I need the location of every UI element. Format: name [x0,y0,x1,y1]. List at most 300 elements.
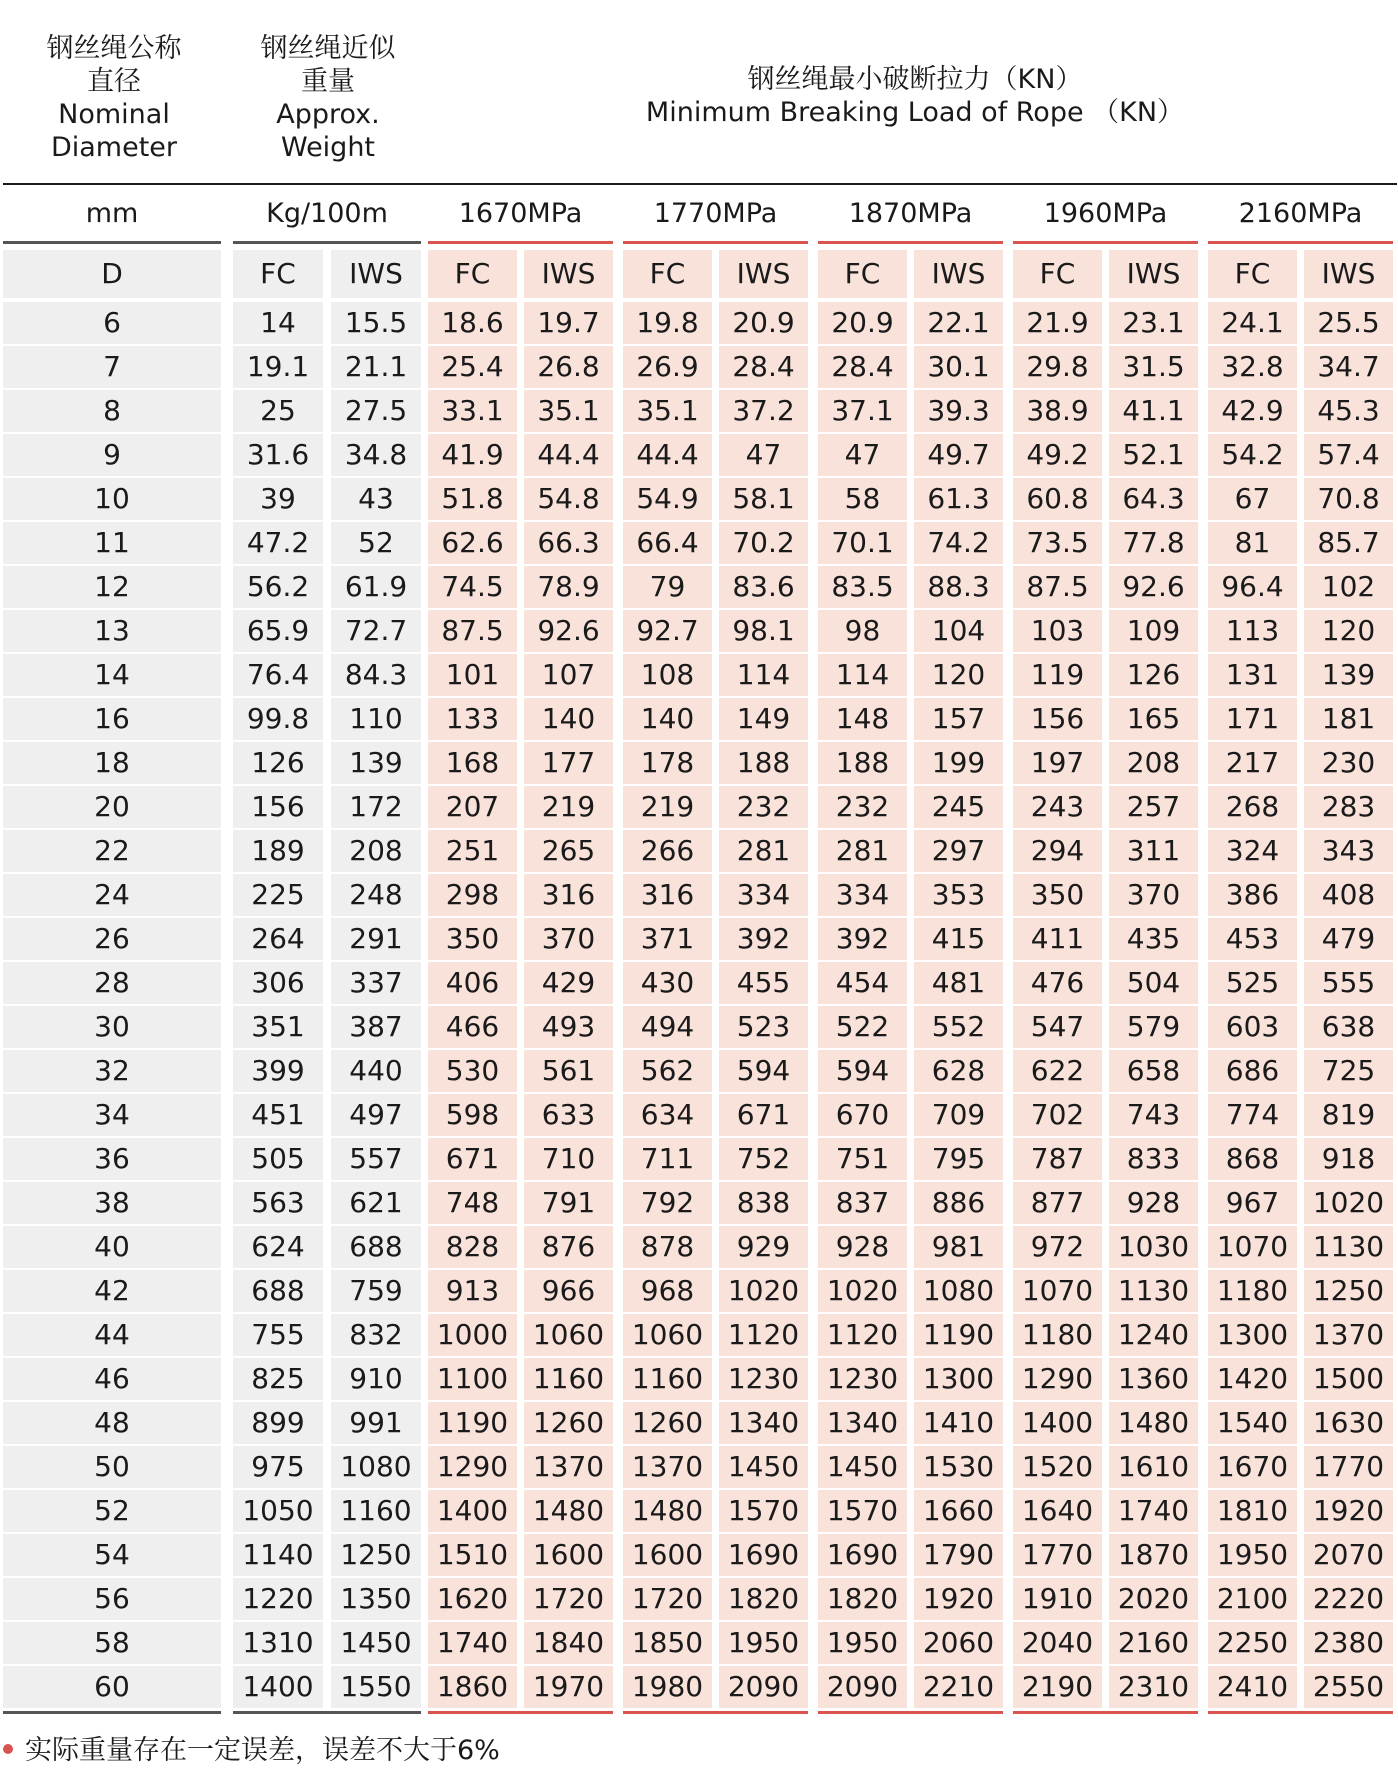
table-cell: 2190 [1013,1666,1102,1708]
table-cell: 1230 [719,1358,808,1400]
table-cell: 172 [331,786,421,828]
table-cell: 7 [3,346,221,388]
table-cell: 88.3 [914,566,1003,608]
table-cell: 306 [233,962,323,1004]
table-cell: 6 [3,302,221,344]
table-cell: 13 [3,610,221,652]
table-cell: 435 [1109,918,1198,960]
table-cell: 12 [3,566,221,608]
table-cell: 408 [1304,874,1393,916]
table-cell: 73.5 [1013,522,1102,564]
table-cell: 219 [623,786,712,828]
table-cell: 92.7 [623,610,712,652]
table-cell: 1400 [428,1490,517,1532]
grade-bottom-rule-1 [428,1711,613,1714]
table-cell: 245 [914,786,1003,828]
table-cell: 232 [818,786,907,828]
table-cell: 1450 [818,1446,907,1488]
table-cell: 102 [1304,566,1393,608]
table-cell: 547 [1013,1006,1102,1048]
table-cell: 1080 [914,1270,1003,1312]
weight-header-en1: Approx. [276,99,380,130]
table-cell: 78.9 [524,566,613,608]
table-cell: 37.2 [719,390,808,432]
subheader-cell: FC [623,250,712,298]
table-cell: 1770 [1304,1446,1393,1488]
table-cell: 50 [3,1446,221,1488]
table-cell: 35.1 [623,390,712,432]
table-cell: 928 [1109,1182,1198,1224]
table-cell: 1540 [1208,1402,1297,1444]
table-cell: 1720 [524,1578,613,1620]
table-cell: 2070 [1304,1534,1393,1576]
table-cell: 2060 [914,1622,1003,1664]
table-cell: 35.1 [524,390,613,432]
table-cell: 975 [233,1446,323,1488]
table-cell: 1480 [1109,1402,1198,1444]
table-cell: 92.6 [1109,566,1198,608]
table-cell: 671 [719,1094,808,1136]
table-cell: 291 [331,918,421,960]
table-cell: 20.9 [719,302,808,344]
table-cell: 2090 [719,1666,808,1708]
table-cell: 725 [1304,1050,1393,1092]
table-cell: 1020 [818,1270,907,1312]
table-cell: 107 [524,654,613,696]
table-cell: 47 [719,434,808,476]
table-cell: 268 [1208,786,1297,828]
table-cell: 406 [428,962,517,1004]
table-cell: 37.1 [818,390,907,432]
table-cell: 26 [3,918,221,960]
table-cell: 1300 [1208,1314,1297,1356]
table-cell: 1550 [331,1666,421,1708]
table-cell: 350 [1013,874,1102,916]
subheader-cell: FC [818,250,907,298]
table-cell: 257 [1109,786,1198,828]
table-cell: 563 [233,1182,323,1224]
table-cell: 316 [524,874,613,916]
table-cell: 711 [623,1138,712,1180]
table-cell: 25 [233,390,323,432]
table-cell: 60.8 [1013,478,1102,520]
table-cell: 686 [1208,1050,1297,1092]
table-cell: 899 [233,1402,323,1444]
table-cell: 281 [818,830,907,872]
table-cell: 878 [623,1226,712,1268]
table-cell: 634 [623,1094,712,1136]
table-cell: 594 [719,1050,808,1092]
table-cell: 392 [818,918,907,960]
table-cell: 27.5 [331,390,421,432]
table-cell: 140 [623,698,712,740]
table-cell: 1500 [1304,1358,1393,1400]
table-cell: 2380 [1304,1622,1393,1664]
table-cell: 1840 [524,1622,613,1664]
table-cell: 386 [1208,874,1297,916]
table-cell: 156 [233,786,323,828]
breaking-load-header-cn: 钢丝绳最小破断拉力（KN） [747,64,1083,95]
table-cell: 101 [428,654,517,696]
table-cell: 504 [1109,962,1198,1004]
table-cell: 38.9 [1013,390,1102,432]
table-cell: 621 [331,1182,421,1224]
table-cell: 494 [623,1006,712,1048]
table-cell: 1250 [1304,1270,1393,1312]
table-cell: 16 [3,698,221,740]
table-cell: 561 [524,1050,613,1092]
table-cell: 579 [1109,1006,1198,1048]
table-cell: 710 [524,1138,613,1180]
table-cell: 688 [233,1270,323,1312]
table-cell: 371 [623,918,712,960]
table-cell: 1120 [719,1314,808,1356]
table-cell: 466 [428,1006,517,1048]
table-cell: 21.9 [1013,302,1102,344]
table-cell: 22.1 [914,302,1003,344]
table-cell: 493 [524,1006,613,1048]
subheader-cell: IWS [719,250,808,298]
subheader-cell: D [3,250,221,298]
table-cell: 1950 [1208,1534,1297,1576]
grade-underline-5 [1208,241,1393,244]
table-cell: 918 [1304,1138,1393,1180]
table-cell: 370 [1109,874,1198,916]
weight-bottom-rule [233,1711,421,1714]
table-cell: 709 [914,1094,1003,1136]
table-cell: 44.4 [524,434,613,476]
table-cell: 552 [914,1006,1003,1048]
table-cell: 61.3 [914,478,1003,520]
table-cell: 311 [1109,830,1198,872]
table-cell: 819 [1304,1094,1393,1136]
table-cell: 929 [719,1226,808,1268]
table-cell: 555 [1304,962,1393,1004]
table-cell: 197 [1013,742,1102,784]
table-cell: 2220 [1304,1578,1393,1620]
diameter-bottom-rule [3,1711,221,1714]
grade-underline-1 [428,241,613,244]
table-cell: 66.4 [623,522,712,564]
table-cell: 114 [719,654,808,696]
grade-bottom-rule-5 [1208,1711,1393,1714]
table-cell: 188 [818,742,907,784]
table-cell: 1410 [914,1402,1003,1444]
table-cell: 1020 [1304,1182,1393,1224]
table-cell: 1050 [233,1490,323,1532]
table-cell: 52 [331,522,421,564]
table-cell: 598 [428,1094,517,1136]
table-cell: 1030 [1109,1226,1198,1268]
table-cell: 168 [428,742,517,784]
table-cell: 351 [233,1006,323,1048]
table-cell: 26.8 [524,346,613,388]
table-cell: 658 [1109,1050,1198,1092]
table-cell: 828 [428,1226,517,1268]
weight-header-cn2: 重量 [301,66,355,97]
table-cell: 32.8 [1208,346,1297,388]
grade-bottom-rule-2 [623,1711,808,1714]
table-cell: 479 [1304,918,1393,960]
table-cell: 748 [428,1182,517,1224]
table-cell: 79 [623,566,712,608]
table-cell: 18.6 [428,302,517,344]
table-cell: 1230 [818,1358,907,1400]
table-cell: 52.1 [1109,434,1198,476]
table-cell: 14 [3,654,221,696]
table-cell: 791 [524,1182,613,1224]
table-cell: 49.7 [914,434,1003,476]
table-cell: 1130 [1109,1270,1198,1312]
table-cell: 1420 [1208,1358,1297,1400]
table-cell: 1020 [719,1270,808,1312]
weight-header-cn1: 钢丝绳近似 [260,33,396,64]
grade-underline-3 [818,241,1003,244]
table-cell: 1190 [428,1402,517,1444]
table-cell: 523 [719,1006,808,1048]
table-cell: 19.8 [623,302,712,344]
breaking-load-header [433,63,1397,129]
table-cell: 755 [233,1314,323,1356]
table-cell: 877 [1013,1182,1102,1224]
table-cell: 454 [818,962,907,1004]
table-cell: 58 [3,1622,221,1664]
table-cell: 688 [331,1226,421,1268]
table-cell: 2020 [1109,1578,1198,1620]
table-cell: 83.6 [719,566,808,608]
table-cell: 266 [623,830,712,872]
table-cell: 48 [3,1402,221,1444]
table-cell: 2100 [1208,1578,1297,1620]
table-cell: 353 [914,874,1003,916]
table-cell: 1520 [1013,1446,1102,1488]
table-cell: 522 [818,1006,907,1048]
table-cell: 594 [818,1050,907,1092]
table-cell: 83.5 [818,566,907,608]
table-cell: 876 [524,1226,613,1268]
table-cell: 265 [524,830,613,872]
table-cell: 1450 [331,1622,421,1664]
grade-header-2: 1770MPa [653,198,778,229]
table-cell: 868 [1208,1138,1297,1180]
table-cell: 837 [818,1182,907,1224]
table-cell: 46 [3,1358,221,1400]
table-cell: 1400 [233,1666,323,1708]
table-cell: 20 [3,786,221,828]
table-cell: 1530 [914,1446,1003,1488]
table-cell: 966 [524,1270,613,1312]
table-cell: 25.4 [428,346,517,388]
table-cell: 76.4 [233,654,323,696]
table-cell: 34.8 [331,434,421,476]
table-cell: 188 [719,742,808,784]
grade-header-1: 1670MPa [458,198,583,229]
table-cell: 298 [428,874,517,916]
table-cell: 30.1 [914,346,1003,388]
table-cell: 181 [1304,698,1393,740]
table-cell: 1400 [1013,1402,1102,1444]
table-cell: 120 [914,654,1003,696]
table-cell: 1600 [524,1534,613,1576]
table-cell: 156 [1013,698,1102,740]
table-cell: 633 [524,1094,613,1136]
table-cell: 1130 [1304,1226,1393,1268]
table-cell: 399 [233,1050,323,1092]
table-cell: 1610 [1109,1446,1198,1488]
table-cell: 1080 [331,1446,421,1488]
table-cell: 43 [331,478,421,520]
table-cell: 505 [233,1138,323,1180]
table-cell: 2090 [818,1666,907,1708]
table-cell: 11 [3,522,221,564]
table-cell: 10 [3,478,221,520]
table-cell: 411 [1013,918,1102,960]
table-cell: 1970 [524,1666,613,1708]
table-cell: 230 [1304,742,1393,784]
table-cell: 264 [233,918,323,960]
table-cell: 497 [331,1094,421,1136]
table-cell: 1310 [233,1622,323,1664]
subheader-cell: FC [1208,250,1297,298]
table-cell: 1810 [1208,1490,1297,1532]
table-cell: 104 [914,610,1003,652]
table-cell: 23.1 [1109,302,1198,344]
table-cell: 19.1 [233,346,323,388]
table-cell: 219 [524,786,613,828]
table-cell: 87.5 [428,610,517,652]
subheader-cell: FC [233,250,323,298]
table-cell: 70.8 [1304,478,1393,520]
table-cell: 1480 [524,1490,613,1532]
table-cell: 114 [818,654,907,696]
table-cell: 70.2 [719,522,808,564]
table-cell: 1180 [1013,1314,1102,1356]
table-cell: 833 [1109,1138,1198,1180]
table-cell: 41.1 [1109,390,1198,432]
table-cell: 8 [3,390,221,432]
table-cell: 15.5 [331,302,421,344]
table-cell: 28.4 [719,346,808,388]
table-cell: 54 [3,1534,221,1576]
table-cell: 1640 [1013,1490,1102,1532]
table-cell: 387 [331,1006,421,1048]
table-cell: 30 [3,1006,221,1048]
table-cell: 2160 [1109,1622,1198,1664]
table-cell: 42 [3,1270,221,1312]
table-cell: 1950 [818,1622,907,1664]
table-cell: 120 [1304,610,1393,652]
table-cell: 638 [1304,1006,1393,1048]
table-cell: 1000 [428,1314,517,1356]
table-cell: 628 [914,1050,1003,1092]
grade-bottom-rule-3 [818,1711,1003,1714]
table-cell: 1510 [428,1534,517,1576]
table-cell: 324 [1208,830,1297,872]
table-cell: 34.7 [1304,346,1393,388]
table-cell: 24.1 [1208,302,1297,344]
table-cell: 350 [428,918,517,960]
table-cell: 525 [1208,962,1297,1004]
table-cell: 913 [428,1270,517,1312]
table-cell: 20.9 [818,302,907,344]
table-cell: 1180 [1208,1270,1297,1312]
table-cell: 208 [331,830,421,872]
table-cell: 99.8 [233,698,323,740]
table-cell: 32 [3,1050,221,1092]
table-cell: 26.9 [623,346,712,388]
table-cell: 1920 [914,1578,1003,1620]
table-cell: 44.4 [623,434,712,476]
table-cell: 225 [233,874,323,916]
table-cell: 33.1 [428,390,517,432]
table-cell: 562 [623,1050,712,1092]
table-cell: 21.1 [331,346,421,388]
table-cell: 622 [1013,1050,1102,1092]
bullet-dot-icon [3,1744,13,1754]
diameter-header-cn2: 直径 [87,66,141,97]
table-cell: 1860 [428,1666,517,1708]
table-cell: 38 [3,1182,221,1224]
table-cell: 56.2 [233,566,323,608]
grade-underline-4 [1013,241,1198,244]
subheader-cell: FC [1013,250,1102,298]
table-cell: 1370 [524,1446,613,1488]
table-cell: 1340 [719,1402,808,1444]
table-cell: 1370 [1304,1314,1393,1356]
table-cell: 81 [1208,522,1297,564]
table-cell: 54.8 [524,478,613,520]
table-cell: 1820 [719,1578,808,1620]
diameter-header-en1: Nominal [58,99,170,130]
table-cell: 208 [1109,742,1198,784]
table-cell: 217 [1208,742,1297,784]
table-cell: 451 [233,1094,323,1136]
table-cell: 87.5 [1013,566,1102,608]
table-cell: 1260 [623,1402,712,1444]
table-cell: 207 [428,786,517,828]
table-cell: 39 [233,478,323,520]
subheader-cell: IWS [1304,250,1393,298]
unit-weight-underline [233,241,421,244]
table-cell: 58 [818,478,907,520]
table-cell: 1660 [914,1490,1003,1532]
table-cell: 113 [1208,610,1297,652]
table-cell: 430 [623,962,712,1004]
table-cell: 2550 [1304,1666,1393,1708]
table-cell: 1070 [1208,1226,1297,1268]
table-cell: 530 [428,1050,517,1092]
weight-header-en2: Weight [280,132,376,163]
table-cell: 157 [914,698,1003,740]
table-cell: 251 [428,830,517,872]
table-cell: 47.2 [233,522,323,564]
table-cell: 60 [3,1666,221,1708]
table-cell: 2310 [1109,1666,1198,1708]
grade-bottom-rule-4 [1013,1711,1198,1714]
table-cell: 47 [818,434,907,476]
table-cell: 19.7 [524,302,613,344]
table-cell: 54.9 [623,478,712,520]
table-cell: 1450 [719,1446,808,1488]
table-cell: 392 [719,918,808,960]
table-cell: 751 [818,1138,907,1180]
table-cell: 98.1 [719,610,808,652]
table-cell: 1160 [623,1358,712,1400]
table-cell: 743 [1109,1094,1198,1136]
table-cell: 968 [623,1270,712,1312]
table-cell: 752 [719,1138,808,1180]
unit-weight: Kg/100m [266,198,388,229]
